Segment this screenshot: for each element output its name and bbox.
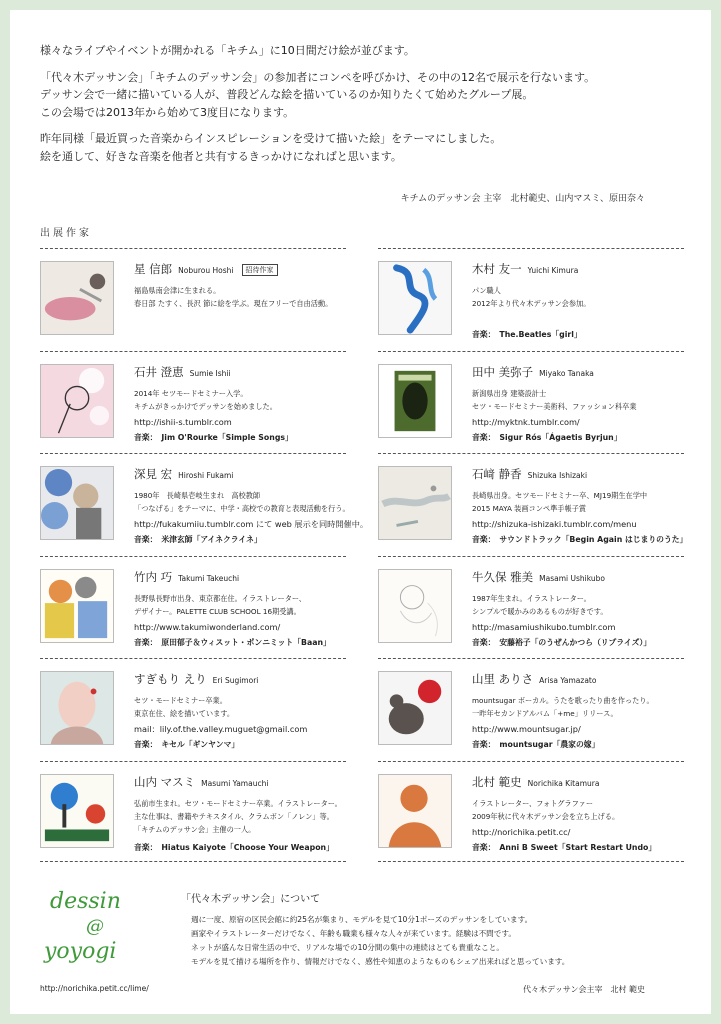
intro-text xyxy=(40,42,680,174)
artwork-thumbnail xyxy=(378,466,452,540)
artwork-image xyxy=(379,365,451,437)
artist-music: 音楽： Sigur Rós「Ágaetis Byrjun」 xyxy=(472,432,622,442)
artist-music: 音楽： 安藤裕子「のうぜんかつら（リプライズ）」 xyxy=(472,637,652,647)
divider-right xyxy=(378,861,684,862)
artist-name: 石井 澄恵 Sumie Ishii xyxy=(134,364,231,379)
artist-url-link[interactable]: http://shizuka-ishizaki.tumblr.com/menu xyxy=(472,519,637,529)
artwork-image xyxy=(41,262,113,334)
artist-url-link[interactable]: http://www.takumiwonderland.com/ xyxy=(134,621,281,632)
artist-roman-name: Hiroshi Fukami xyxy=(178,471,234,480)
artist-music: 音楽： キセル「ギンヤンマ」 xyxy=(134,740,240,749)
artist-music: 音楽： mountsugar「農家の嫁」 xyxy=(472,740,600,749)
about-title: 「代々木デッサン会」について xyxy=(181,894,321,905)
artist-roman-name: Shizuka Ishizaki xyxy=(527,471,588,480)
artist-url-link[interactable]: mail：lily.of.the.valley.muguet@gmail.com xyxy=(134,724,308,734)
artwork-image xyxy=(41,365,113,437)
logo-text-yoyogi: yoyogi xyxy=(44,939,117,964)
artist-card xyxy=(378,556,684,659)
section-label-artists: 出展作家 xyxy=(40,228,92,239)
artist-music: 音楽： 米津玄師「アイネクライネ」 xyxy=(134,535,262,544)
artwork-thumbnail xyxy=(378,774,452,848)
artwork-thumbnail xyxy=(378,671,452,745)
artist-card xyxy=(40,248,346,351)
artwork-thumbnail xyxy=(40,261,114,335)
artist-name: 深見 宏 Hiroshi Fukami xyxy=(134,467,234,481)
artist-bio: 1980年 長崎県壱岐生まれ 高校教師 「つなげる」をテーマに、中学・高校での教育と表現活動を行う。 http://fukakumiiu.tumblr.com にて web 展示を同時開催中。 xyxy=(134,491,369,529)
artist-url-link[interactable]: http://ishii-s.tumblr.com xyxy=(134,416,232,427)
artist-roman-name: Sumie Ishii xyxy=(189,368,231,378)
artist-bio: 新潟県出身 建築設計士 セツ・モードセミナー美術科、ファッション科卒業 http://myktnk.tumblr.com/ xyxy=(472,387,684,429)
artwork-thumbnail xyxy=(40,671,114,745)
artist-url-link[interactable]: http://fukakumiiu.tumblr.com にて web 展示を同時開催中。 xyxy=(134,519,369,529)
artist-name: 田中 美弥子 Miyako Tanaka xyxy=(472,364,594,379)
intro-paragraph-1: 様々なライブやイベントが開かれる「キチム」に10日間だけ絵が並びます。 xyxy=(40,44,415,57)
artwork-image xyxy=(379,570,451,642)
site-url-link[interactable]: http://norichika.petit.cc/lime/ xyxy=(40,984,149,993)
artist-roman-name: Masumi Yamauchi xyxy=(201,778,269,788)
artist-url-link[interactable]: http://masamiushikubo.tumblr.com xyxy=(472,621,616,632)
artist-roman-name: Norichika Kitamura xyxy=(527,778,600,788)
artist-url-link[interactable]: http://myktnk.tumblr.com/ xyxy=(472,416,580,427)
artist-bio: 福島県南会津に生まれる。 春日部 たすく、長沢 節に絵を学ぶ。現在フリーで自由活動。 xyxy=(134,286,333,308)
artist-url-link[interactable]: http://norichika.petit.cc/ xyxy=(472,826,571,837)
artwork-thumbnail xyxy=(378,569,452,643)
artist-bio: mountsugar ボーカル。うたを歌ったり曲を作ったり。 一昨年セカンドアルバム「+me」リリース。 http://www.mountsugar.jp/ xyxy=(472,694,684,736)
artist-roman-name: Miyako Tanaka xyxy=(539,368,594,378)
artist-music: 音楽： Jim O'Rourke「Simple Songs」 xyxy=(134,432,293,442)
artist-card xyxy=(378,658,684,761)
artist-bio: セツ・モードセミナー卒業。 東京在住、絵を描いています。 mail：lily.of.the.valley.muguet@gmail.com xyxy=(134,694,346,736)
artist-roman-name: Eri Sugimori xyxy=(212,676,259,685)
artwork-thumbnail xyxy=(378,364,452,438)
artwork-thumbnail xyxy=(40,364,114,438)
artist-card xyxy=(378,761,684,864)
artist-bio: パン職人 2012年より代々木デッサン会参加。 xyxy=(472,286,591,308)
artist-bio: 1987年生まれ。イラストレーター。 シンプルで暖かみのあるものが好きです。 http://masamiushikubo.tumblr.com xyxy=(472,592,684,634)
artwork-image xyxy=(41,570,113,642)
artist-name: 山里 ありさ Arisa Yamazato xyxy=(472,672,597,686)
artist-bio: 長野県長野市出身、東京都在住。イラストレーター、 デザイナー。PALETTE CLUB SCHOOL 16期受講。 http://www.takumiwonderland.com/ xyxy=(134,592,346,634)
artist-name: 竹内 巧 Takumi Takeuchi xyxy=(134,569,240,584)
artist-card xyxy=(40,658,346,761)
artist-music: 音楽： Anni B Sweet「Start Restart Undo」 xyxy=(472,842,657,852)
intro-paragraph-2: 「代々木デッサン会」「キチムのデッサン会」の参加者にコンペを呼びかけ、その中の12名で展示を行ないます。 デッサン会で一緒に描いている人が、普段どんな絵を描いているのか知りたくて始めたグループ展。 この会場では2013年から始めて3度目になります。 xyxy=(40,70,596,119)
artwork-image xyxy=(379,775,451,847)
artwork-thumbnail xyxy=(40,569,114,643)
divider-left xyxy=(40,861,346,862)
artwork-image xyxy=(41,672,113,744)
organizers-credit: キチムのデッサン会 主宰 北村範史、山内マスミ、原田奈々 xyxy=(400,194,645,204)
artist-card xyxy=(378,351,684,454)
artist-roman-name: Yuichi Kimura xyxy=(527,266,579,275)
artwork-image xyxy=(41,467,113,539)
artist-roman-name: Masami Ushikubo xyxy=(539,573,605,583)
artist-bio: 長崎県出身。セツモードセミナー卒、MJ19期生在学中 2015 MAYA 装画コンペ準手帳子賞 http://shizuka-ishizaki.tumblr.com/menu xyxy=(472,489,684,531)
artist-name: 牛久保 雅美 Masami Ushikubo xyxy=(472,569,605,584)
artwork-image xyxy=(379,262,451,334)
artist-url-link[interactable]: http://www.mountsugar.jp/ xyxy=(472,724,581,734)
artist-card xyxy=(40,453,369,556)
logo-text-dessin: dessin xyxy=(50,889,121,914)
artwork-image xyxy=(379,467,451,539)
flyer-sheet xyxy=(10,10,711,1014)
artist-name: 北村 範史 Norichika Kitamura xyxy=(472,774,600,789)
artist-bio: 2014年 セツモードセミナー入学。 キチムがきっかけでデッサンを始めました。 http://ishii-s.tumblr.com xyxy=(134,387,346,429)
dessin-at-yoyogi-logo xyxy=(40,886,170,966)
invited-badge: 招待作家 xyxy=(242,264,278,276)
artist-card xyxy=(40,761,346,864)
artist-card xyxy=(378,248,684,351)
about-signature: 代々木デッサン会主宰 北村 範史 xyxy=(523,985,645,994)
artist-music: 音楽： The.Beatles「girl」 xyxy=(472,330,582,339)
artwork-image xyxy=(41,775,113,847)
artist-roman-name: Noburou Hoshi xyxy=(178,266,234,275)
artwork-thumbnail xyxy=(378,261,452,335)
artist-music: 音楽： Hiatus Kaiyote「Choose Your Weapon」 xyxy=(134,842,334,852)
artwork-thumbnail xyxy=(40,774,114,848)
artist-bio: 弘前市生まれ。セツ・モードセミナー卒業。イラストレーター。 主な仕事は、書籍やテキスタイル、クラムボン「ノレン」等。 「キチムのデッサン会」主催の一人。 xyxy=(134,798,342,834)
artist-name: 石﨑 静香 Shizuka Ishizaki xyxy=(472,467,588,481)
artist-card xyxy=(378,453,688,556)
artist-music: 音楽： 原田郁子＆ウィスット・ポンニミット「Baan」 xyxy=(134,637,331,647)
artist-card xyxy=(40,556,346,659)
intro-paragraph-3: 昨年同様「最近買った音楽からインスピレーションを受けて描いた絵」をテーマにしました。 絵を通して、好きな音楽を他者と共有するきっかけになればと思います。 xyxy=(40,132,502,163)
artwork-thumbnail xyxy=(40,466,114,540)
artist-name: 星 信郎 Noburou Hoshi 招待作家 xyxy=(134,261,278,277)
artist-name: すぎもり えり Eri Sugimori xyxy=(134,672,259,686)
artist-name: 山内 マスミ Masumi Yamauchi xyxy=(134,774,269,789)
artist-roman-name: Arisa Yamazato xyxy=(539,676,597,685)
artwork-image xyxy=(379,672,451,744)
about-text: 週に一度、原宿の区民会館に約25名が集まり、モデルを見て10分1ポーズのデッサンをしています。 画家やイラストレーターだけでなく、年齢も職業も様々な人々が来ています。経験は不問です。 ネットが盛んな日常生活の中で、リアルな場での10分間の集中の連続はとても貴重なこと。 モデルを見て描ける場所を作り、情報だけでなく、感性や知恵のようなものもシェア出来ればと思っています。 xyxy=(191,915,570,966)
artist-name: 木村 友一 Yuichi Kimura xyxy=(472,262,579,276)
artist-bio: イラストレーター、フォトグラファー 2009年秋に代々木デッサン会を立ち上げる。 http://norichika.petit.cc/ xyxy=(472,797,684,839)
artist-roman-name: Takumi Takeuchi xyxy=(178,573,240,583)
logo-text-at: @ xyxy=(86,916,104,937)
artist-card xyxy=(40,351,346,454)
artist-music: 音楽： サウンドトラック「Begin Again はじまりのうた」 xyxy=(472,535,688,544)
